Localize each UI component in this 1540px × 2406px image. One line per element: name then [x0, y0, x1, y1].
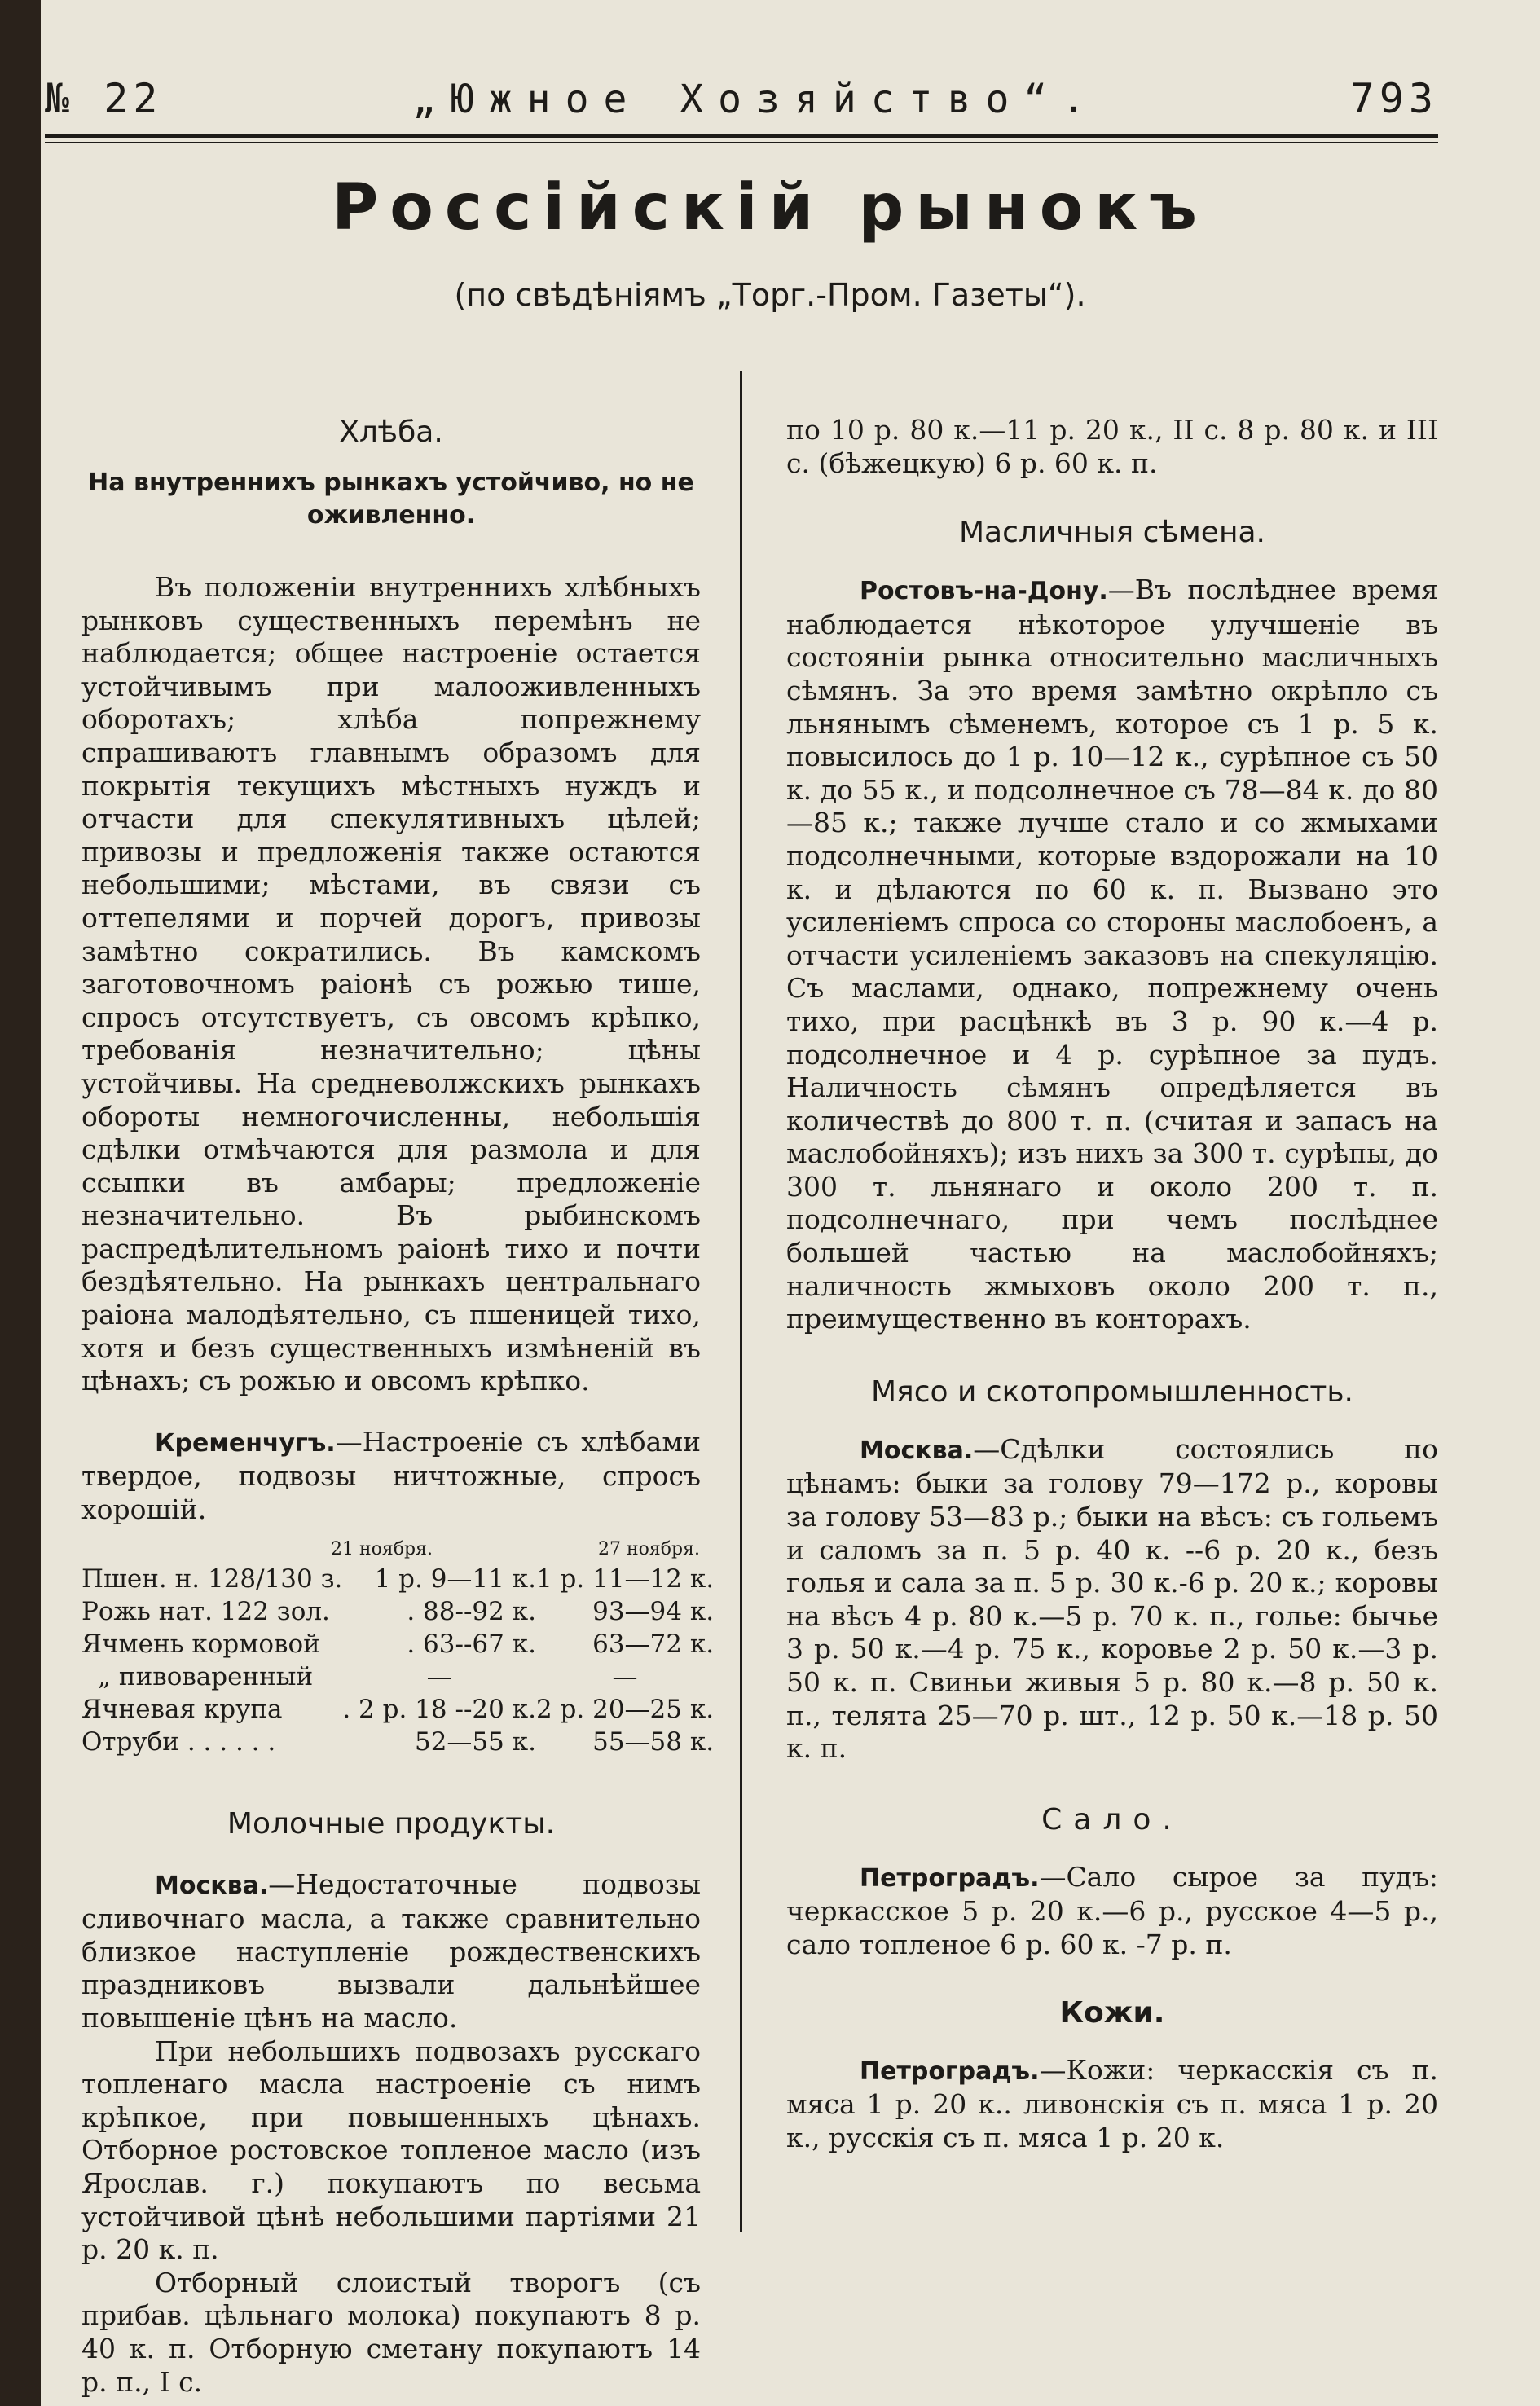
- grain-paragraph: Въ положеніи внутреннихъ хлѣбныхъ рынковъ существенныхъ перемѣнъ не наблюдается; общее настроеніе остается устойчивымъ при малооживленныхъ оборотахъ; хлѣба попрежнему спрашиваютъ главнымъ образомъ для покрытія текущихъ мѣстныхъ нуждъ и отчасти для спекулятивныхъ цѣлей; привозы и предложенія также остаются небольшими; мѣстами, въ связи съ оттепелями и порчей дорогъ, привозы замѣтно сократились. Въ камскомъ заготовочномъ раіонѣ съ рожью тише, спросъ отсутствуетъ, съ овсомъ крѣпко, требованія незначительно; цѣны устойчивы. На средневолжскихъ рынкахъ обороты немногочисленны, небольшія сдѣлки отмѣчаются для размола и для ссыпки въ амбары; предложеніе незначительно. Въ рыбинскомъ распредѣлительномъ раіонѣ тихо и почти бездѣятельно. На рынкахъ центральнаго раіона малодѣятельно, съ пшеницей тихо, хотя и безъ существенныхъ измѣненій въ цѣнахъ; съ рожью и овсомъ крѣпко.: [81, 571, 701, 1397]
- section-heading-hides: Кожи.: [1059, 1995, 1165, 2030]
- lard-city: Петроградъ.: [860, 1863, 1040, 1893]
- row-value-1: —: [426, 1661, 452, 1691]
- row-value-2: 63—72 к.: [592, 1629, 715, 1659]
- binding-edge: [0, 0, 41, 2406]
- section-heading-grain: Хлѣба.: [339, 416, 443, 449]
- grain-price-table: [81, 1537, 701, 1563]
- row-name: Ячневая крупа: [81, 1694, 283, 1724]
- issue-number: № 22: [45, 75, 163, 122]
- oilseeds-city: Ростовъ-на-Дону.: [860, 577, 1108, 606]
- row-name: Ячмень кормовой: [81, 1629, 320, 1659]
- kremenchug-paragraph: [81, 1426, 701, 1527]
- row-name: Рожь нат. 122 зол.: [81, 1596, 330, 1626]
- kremenchug-text: —Настроеніе съ хлѣбами твердое, подвозы ничтожные, спросъ хорошій.: [81, 1425, 701, 1526]
- hides-paragraph: [786, 2054, 1438, 2155]
- row-name: Отруби . . . . . .: [81, 1726, 276, 1757]
- row-value-2: 55—58 к.: [592, 1726, 715, 1757]
- dairy-paragraph-2: При небольшихъ подвозахъ русскаго топленаго масла настроеніе съ нимъ крѣпкое, при повышенныхъ цѣнахъ. Отборное ростовское топленое масло (изъ Ярослав. г.) покупаютъ по весьма устойчивой цѣнѣ небольшими партіями 21 р. 20 к. п.: [81, 2034, 701, 2266]
- running-header: [45, 75, 1438, 140]
- column-divider: [740, 371, 742, 2232]
- table-row: [81, 1693, 714, 1726]
- dairy-paragraph-1: [81, 1868, 701, 2035]
- left-column: [81, 383, 715, 2399]
- header-rule: [45, 134, 1438, 138]
- table-col-date2: 27 ноября.: [598, 1539, 700, 1560]
- table-row: [81, 1660, 714, 1693]
- grain-price-rows: [81, 1563, 714, 1758]
- meat-paragraph: [786, 1433, 1438, 1766]
- dairy-text-1: —Недостаточные подвозы сливочнаго масла, а также сравнительно близкое наступленіе рождественскихъ праздниковъ вызвали дальнѣйшее повышеніе цѣнъ на масло.: [81, 1867, 701, 2034]
- header-rule-thin: [45, 142, 1438, 143]
- row-name: „ пивоваренный: [98, 1661, 314, 1691]
- row-value-1: . 2 р. 18 --20 к.: [342, 1694, 536, 1724]
- row-value-1: . 88--92 к.: [407, 1596, 536, 1626]
- article-subtitle: (по свѣдѣніямъ „Торг.-Пром. Газеты“).: [454, 277, 1086, 313]
- section-heading-lard: Сало.: [1041, 1802, 1183, 1836]
- table-row: [81, 1726, 714, 1758]
- hides-city: Петроградъ.: [860, 2056, 1040, 2086]
- meat-text: —Сдѣлки состоялись по цѣнамъ: быки за голову 79—172 р., коровы за голову 53—83 р.; быки на вѣсъ: съ гольемъ и саломъ за п. 5 р. 40 к. --6 р. 20 к., безъ голья и сала за п. 5 р. 30 к.-6 р. 20 к.; коровы на вѣсъ 4 р. 80 к.—5 р. 70 к. п., голье: бычье 3 р. 50 к.—4 р. 75 к., коровье 2 р. 50 к.—3 р. 50 к. п. Свиньи живыя 5 р. 80 к.—8 р. 50 к. п., телята 25—70 р. шт., 12 р. 50 к.—18 р. 50 к. п.: [786, 1432, 1438, 1765]
- right-column: [786, 383, 1438, 2154]
- hides-text: —Кожи: черкасскія съ п. мяса 1 р. 20 к.. ливонскія съ п. мяса 1 р. 20 к., русскія съ п. мяса 1 р. 20 к.: [786, 2053, 1438, 2153]
- section-heading-oilseeds: Масличныя сѣмена.: [959, 516, 1265, 550]
- table-col-date1: 21 ноября.: [331, 1539, 433, 1560]
- row-value-1: 52—55 к.: [414, 1726, 536, 1757]
- section-heading-dairy: Молочные продукты.: [227, 1806, 556, 1841]
- oilseeds-paragraph: [786, 574, 1438, 1336]
- row-value-1: . 63--67 к.: [407, 1629, 536, 1659]
- lard-text: —Сало сырое за пудъ: черкасское 5 р. 20 к.—6 р., русское 4—5 р., сало топленое 6 р. 60 к. -7 р. п.: [786, 1860, 1438, 1960]
- table-row: [81, 1595, 714, 1628]
- row-name: Пшен. н. 128/130 з.: [81, 1564, 343, 1594]
- journal-title: „Южное Хозяйство“.: [411, 77, 1101, 122]
- oilseeds-text: —Въ послѣднее время наблюдается нѣкоторое улучшеніе въ состояніи рынка относительно масличныхъ сѣмянъ. За это время замѣтно окрѣпло съ льнянымъ сѣменемъ, которое съ 1 р. 5 к. повысилось до 1 р. 10—12 к., сурѣпное съ 50 к. до 55 к., и подсолнечное съ 78—84 к. до 80—85 к.; также лучше стало и со жмыхами подсолнечными, которые вздорожали на 10 к. и дѣлаются по 60 к. п. Вызвано это усиленіемъ спроса со стороны маслобоенъ, а отчасти усиленіемъ заказовъ на спекуляцію. Съ маслами, однако, попрежнему очень тихо, при расцѣнкѣ въ 3 р. 90 к.—4 р. подсолнечное и 4 р. сурѣпное за пудъ. Наличность сѣмянъ опредѣляется въ количествѣ до 800 т. п. (считая и запасъ на маслобойняхъ); изъ нихъ за 300 т. сурѣпы, до 300 т. льнянаго и около 200 т. п. подсолнечнаго, при чемъ послѣднее большей частью на маслобойняхъ; наличность жмыховъ около 200 т. п., преимущественно въ конторахъ.: [786, 574, 1438, 1335]
- table-row: [81, 1563, 714, 1595]
- table-row: [81, 1628, 714, 1660]
- dairy-continuation: по 10 р. 80 к.—11 р. 20 к., II с. 8 р. 80 к. и III с. (бѣжецкую) 6 р. 60 к. п.: [786, 414, 1438, 479]
- row-value-1: 1 р. 9—11 к.: [374, 1564, 536, 1594]
- kremenchug-city: Кременчугъ.: [155, 1428, 336, 1458]
- row-value-2: 2 р. 20—25 к.: [535, 1694, 715, 1724]
- lard-paragraph: [786, 1861, 1438, 1962]
- meat-city: Москва.: [860, 1436, 974, 1465]
- row-value-2: —: [612, 1661, 638, 1691]
- row-value-2: 1 р. 11—12 к.: [535, 1564, 715, 1594]
- dairy-paragraph-3: Отборный слоистый творогъ (съ прибав. цѣльнаго молока) покупаютъ 8 р. 40 к. п. Отборную сметану покупаютъ 14 р. п., I с.: [81, 2266, 701, 2398]
- page-number: 793: [1349, 75, 1438, 122]
- section-heading-meat: Мясо и скотопромышленность.: [871, 1375, 1353, 1409]
- row-value-2: 93—94 к.: [592, 1596, 715, 1626]
- article-title: Россійскій рынокъ: [332, 171, 1208, 244]
- grain-lead: На внутреннихъ рынкахъ устойчиво, но не оживленно.: [88, 468, 694, 530]
- dairy-city: Москва.: [155, 1871, 269, 1900]
